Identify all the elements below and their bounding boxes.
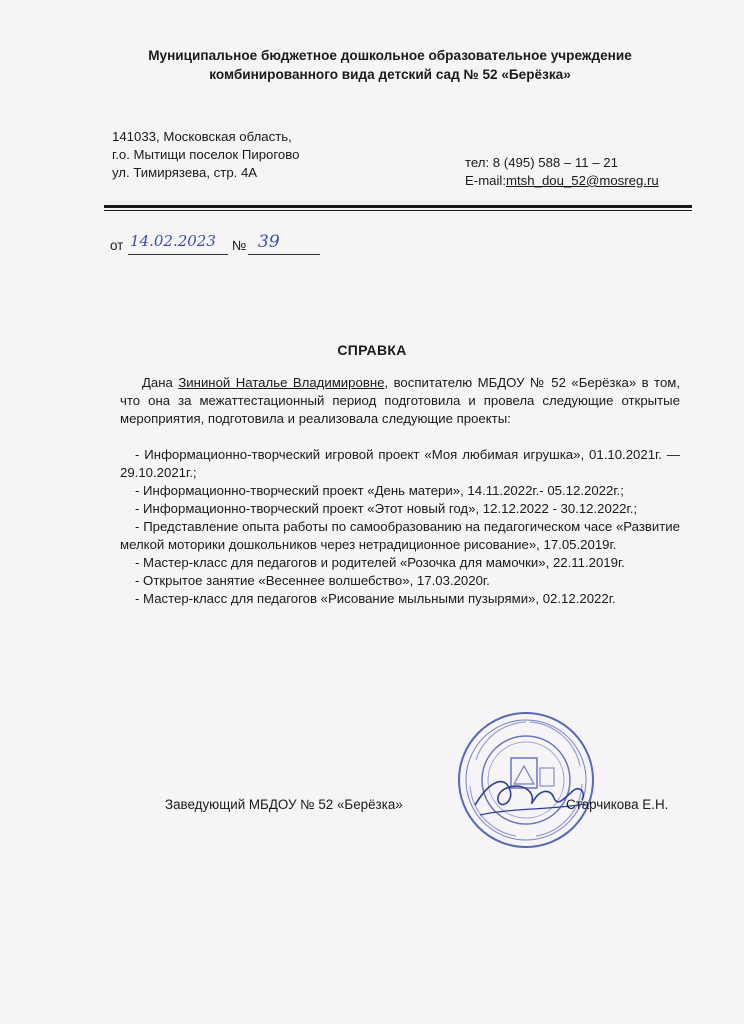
activities-list: [120, 446, 680, 608]
address-line-1: 141033, Московская область,: [112, 129, 292, 144]
org-name-line-1: Муниципальное бюджетное дошкольное образовательное учреждение: [148, 48, 632, 63]
list-item: - Информационно-творческий игровой проект «Моя любимая игрушка», 01.10.2021г. — 29.10.2021г.;: [120, 447, 680, 480]
document-title: СПРАВКА: [337, 342, 407, 358]
header-divider-thin: [104, 210, 692, 211]
address-block: [112, 128, 299, 182]
signatory-position: Заведующий МБДОУ № 52 «Берёзка»: [165, 797, 403, 812]
date-label: от: [110, 238, 124, 253]
list-item: - Информационно-творческий проект «Этот новый год», 12.12.2022 - 30.12.2022г.;: [135, 501, 638, 516]
list-item: - Открытое занятие «Весеннее волшебство», 17.03.2020г.: [135, 573, 490, 588]
header-divider-thick: [104, 205, 692, 208]
document-body: [120, 374, 680, 608]
date-handwritten: 14.02.2023: [130, 232, 216, 250]
email-line: [465, 172, 659, 190]
email-label: E-mail:: [465, 173, 507, 188]
email-address: mtsh_dou_52@mosreg.ru: [506, 173, 659, 188]
number-handwritten: 39: [258, 232, 280, 252]
list-item: - Представление опыта работы по самообразованию на педагогическом часе «Развитие мелкой моторики дошкольников через нетрадиционное рисование», 17.05.2019г.: [120, 519, 680, 552]
number-label: №: [232, 238, 247, 253]
list-item: - Информационно-творческий проект «День матери», 14.11.2022г.- 05.12.2022г.;: [135, 483, 624, 498]
signatory-name: Старчикова Е.Н.: [566, 797, 669, 812]
contacts-block: [465, 154, 659, 190]
employee-name: Зининой Наталье Владимировне,: [178, 375, 389, 390]
list-item: - Мастер-класс для педагогов «Рисование мыльными пузырями», 02.12.2022г.: [135, 591, 616, 606]
number-blank-line: [248, 254, 320, 255]
address-line-3: ул. Тимирязева, стр. 4А: [112, 165, 258, 180]
date-blank-line: [128, 254, 228, 255]
handwritten-signature: [470, 760, 590, 830]
intro-paragraph: [120, 374, 680, 428]
address-line-2: г.о. Мытищи поселок Пирогово: [112, 147, 300, 162]
intro-prefix: Дана: [142, 375, 179, 390]
org-name-line-2: комбинированного вида детский сад № 52 «Берёзка»: [209, 67, 571, 82]
list-item: - Мастер-класс для педагогов и родителей «Розочка для мамочки», 22.11.2019г.: [135, 555, 625, 570]
intro-rest: воспитателю МБДОУ № 52 «Берёзка» в том, что она за межаттестационный период подготовила и провела следующие открытые мероприятия, подготовила и реализовала следующие проекты:: [120, 375, 681, 426]
organization-header: [110, 46, 670, 84]
phone-text: тел: 8 (495) 588 – 11 – 21: [465, 155, 618, 170]
